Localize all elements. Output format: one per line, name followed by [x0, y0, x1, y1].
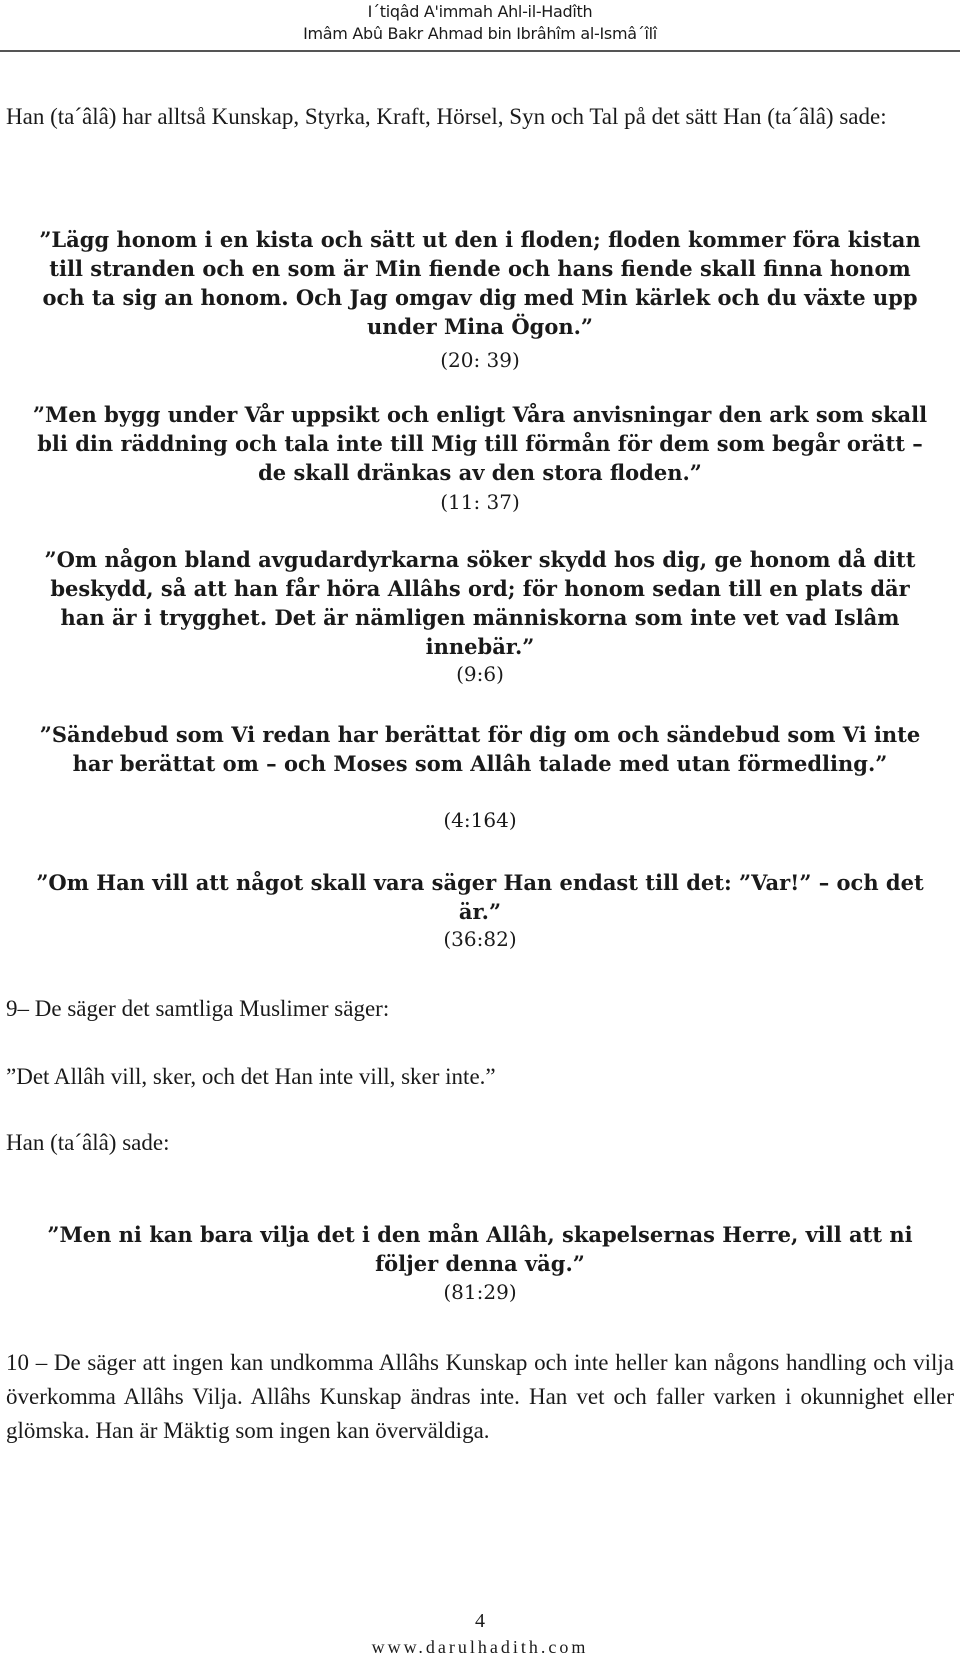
- point-10-paragraph: 10 – De säger att ingen kan undkomma Allâhs Kunskap och inte heller kan någons handling och vilja överkomma Allâhs Vilja. Allâhs Kunskap ändras inte. Han vet och faller varken i okunnighet eller glömska. Han är Mäktig som ingen kan överväldiga.: [6, 1350, 954, 1443]
- intro-paragraph: Han (ta´âlâ) har alltså Kunskap, Styrka, Kraft, Hörsel, Syn och Tal på det sätt Han (ta´âlâ) sade:: [6, 104, 887, 129]
- quote-reference: (4:164): [443, 808, 517, 832]
- quran-quote: ”Men bygg under Vår uppsikt och enligt Våra anvisningar den ark som skall bli din räddning och tala inte till Mig till förmån för dem som begår orätt – de skall dränkas av den stora floden.”: [32, 402, 928, 485]
- point-9-heading: 9– De säger det samtliga Muslimer säger:: [6, 996, 390, 1021]
- quran-quote: ”Men ni kan bara vilja det i den mån Allâh, skapelsernas Herre, vill att ni följer denna väg.”: [47, 1222, 913, 1276]
- page-header: [0, 0, 960, 45]
- quote-reference: (9:6): [456, 662, 504, 686]
- point-9-intro: Han (ta´âlâ) sade:: [6, 1130, 170, 1155]
- point-9-quote: ”Det Allâh vill, sker, och det Han inte vill, sker inte.”: [6, 1064, 496, 1089]
- page-number: 4: [475, 1610, 485, 1632]
- quote-reference: (81:29): [443, 1280, 517, 1304]
- footer-url: www.darulhadith.com: [371, 1637, 589, 1657]
- header-author: Imâm Abû Bakr Ahmad bin Ibrâhîm al-Ismâ´îlî: [303, 24, 657, 43]
- quran-quote: ”Om Han vill att något skall vara säger Han endast till det: ”Var!” – och det är.”: [36, 870, 924, 924]
- quran-quote: ”Lägg honom i en kista och sätt ut den i floden; floden kommer föra kistan till stranden och en som är Min fiende och hans fiende skall finna honom och ta sig an honom. Och Jag omgav dig med Min kärlek och du växte upp under Mina Ögon.”: [39, 227, 921, 339]
- header-title: I´tiqâd A'immah Ahl-il-Hadîth: [367, 2, 593, 21]
- quote-reference: (36:82): [443, 927, 517, 951]
- header-divider: [0, 50, 960, 52]
- quote-reference: (11: 37): [440, 490, 520, 514]
- quote-reference: (20: 39): [440, 348, 520, 372]
- quran-quote: ”Sändebud som Vi redan har berättat för dig om och sändebud som Vi inte har berättat om – och Moses som Allâh talade med utan förmedling.”: [39, 722, 921, 776]
- quran-quote: ”Om någon bland avgudardyrkarna söker skydd hos dig, ge honom då ditt beskydd, så att han får höra Allâhs ord; för honom sedan till en plats där han är i trygghet. Det är nämligen människorna som inte vet vad Islâm innebär.”: [44, 547, 916, 659]
